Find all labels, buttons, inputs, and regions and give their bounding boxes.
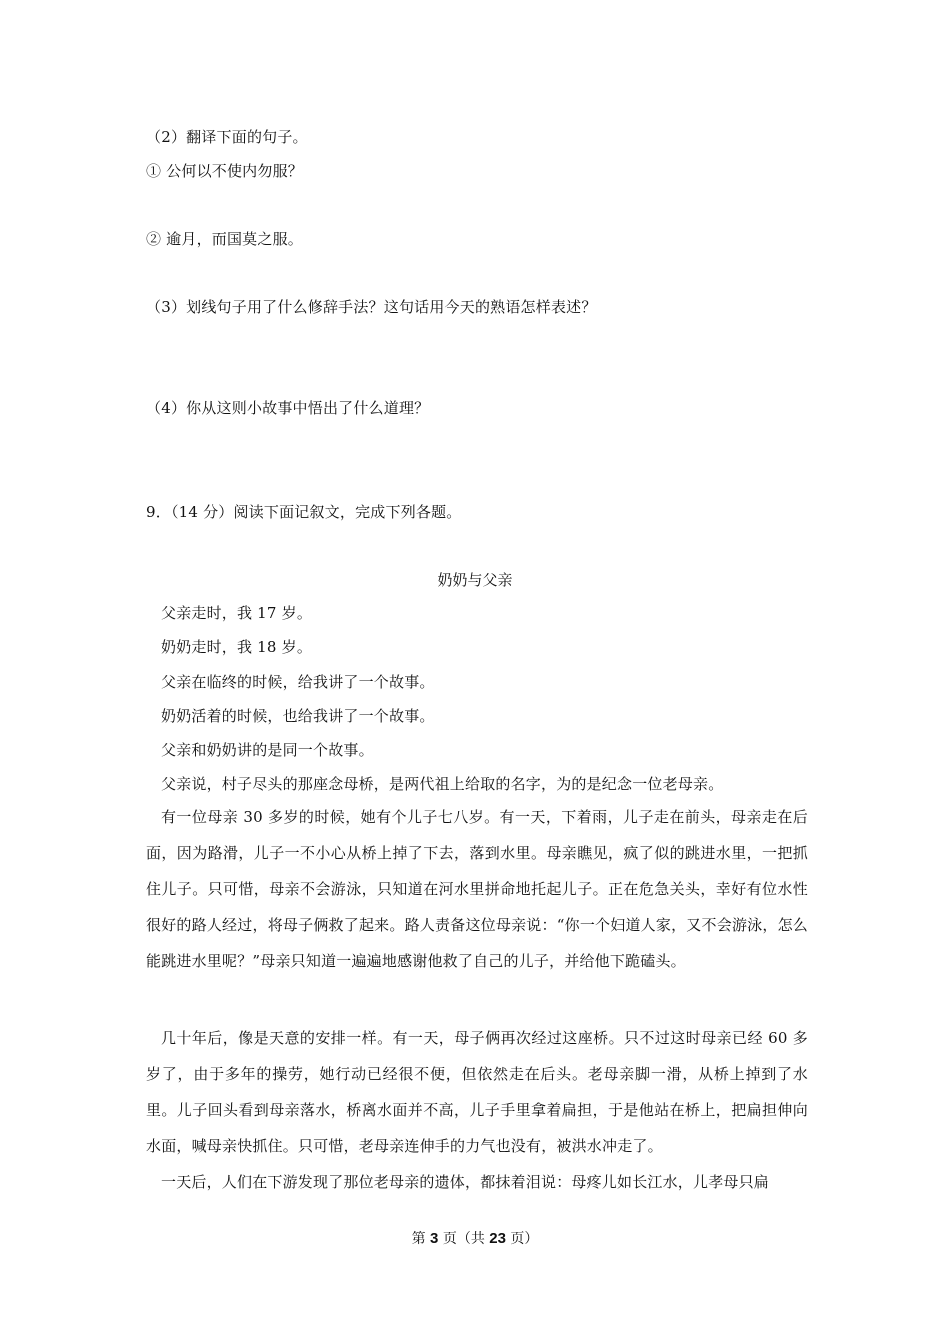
article-paragraph-1: 有一位母亲 30 多岁的时候，她有个儿子七八岁。有一天，下着雨，儿子走在前头，母亲走在后面，因为路滑，儿子一不小心从桥上掉了下去，落到水里。母亲瞧见，疯了似的跳进水里，一把抓住儿子。只可惜，母亲不会游泳，只知道在河水里拼命地托起儿子。正在危急关头，幸好有位水性很好的路人经过，将母子俩救了起来。路人责备这位母亲说：“你一个妇道人家，又不会游泳，怎么能跳进水里呢？”母亲只知道一遍遍地感谢他救了自己的儿子，并给他下跪磕头。 [146,808,808,970]
article-paragraph-2: 几十年后，像是天意的安排一样。有一天，母子俩再次经过这座桥。只不过这时母亲已经 60 多岁了，由于多年的操劳，她行动已经很不便，但依然走在后头。老母亲脚一滑，从桥上掉到了水里。儿子回头看到母亲落水，桥离水面并不高，儿子手里拿着扁担，于是他站在桥上，把扁担伸向水面，喊母亲快抓住。只可惜，老母亲连伸手的力气也没有，被洪水冲走了。 [146,1029,808,1155]
article-title: 奶奶与父亲 [437,571,513,589]
article-paragraph-3: 一天后，人们在下游发现了那位老母亲的遗体，都抹着泪说：母疼儿如长江水，儿孝母只扁 [161,1173,770,1191]
question-9: 9．（14 分）阅读下面记叙文，完成下列各题。 [146,503,462,521]
article-line-2: 奶奶走时，我 18 岁。 [161,638,313,656]
article-line-3: 父亲在临终的时候，给我讲了一个故事。 [161,673,435,691]
footer-suffix: 页） [505,1231,539,1247]
question-2-label: （2）翻译下面的句子。 [146,128,308,146]
page-footer [0,1229,950,1249]
footer-total-pages: 23 [489,1230,506,1247]
question-3: （3）划线句子用了什么修辞手法？这句话用今天的熟语怎样表述？ [146,298,597,316]
article-line-6: 父亲说，村子尽头的那座念母桥，是两代祖上给取的名字，为的是纪念一位老母亲。 [161,775,724,793]
question-4: （4）你从这则小故事中悟出了什么道理？ [146,399,430,417]
footer-middle: 页（共 [438,1231,490,1247]
question-2-item-1: ① 公何以不使内勿服？ [146,162,303,180]
footer-page-number: 3 [430,1230,439,1247]
question-2-item-2: ② 逾月，而国莫之服。 [146,230,303,248]
footer-prefix: 第 [411,1231,431,1247]
article-line-5: 父亲和奶奶讲的是同一个故事。 [161,741,374,759]
article-line-4: 奶奶活着的时候，也给我讲了一个故事。 [161,707,435,725]
article-line-1: 父亲走时，我 17 岁。 [161,604,313,622]
